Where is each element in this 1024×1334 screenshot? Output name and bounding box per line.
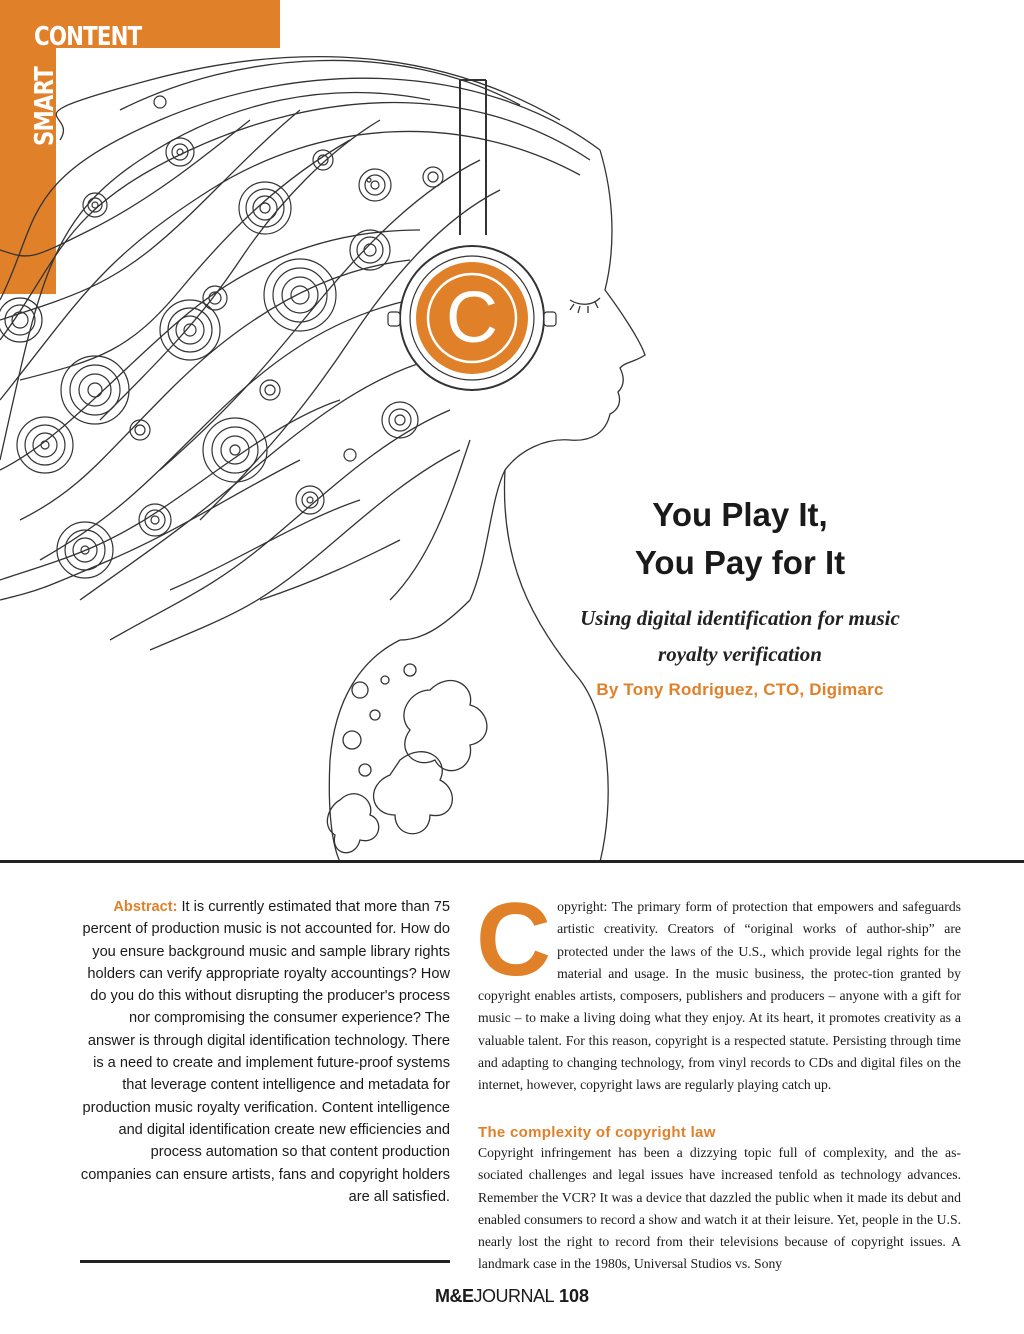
article-subtitle-line2: royalty verification: [658, 642, 822, 666]
publication-name-b: JOURNAL: [473, 1286, 554, 1306]
drop-cap: C: [476, 882, 552, 998]
paragraph-1-text: opyright: The primary form of protection that empowers and safeguards artistic creativity. Creators of “original works of author-ship” are protected under the laws of the U.S., which provide legal rights for the material and usage. In the music business, the protec-tion granted by copyright enables artists, composers, publishers and producers – anyone with a gift for music – to make a living doing what they enjoy. At its heart, it promotes creativity as a valuable talent. For this reason, copyright is a respected statute. Persisting through time and adapting to changing technology, from vinyl records to CDs and digital files on the internet, however, copyright laws are regularly playing catch up.: [478, 899, 961, 1093]
body-paragraph-1: [476, 882, 961, 1097]
article-subtitle-line1: Using digital identification for music: [580, 606, 900, 630]
copyright-badge-letter: C: [446, 278, 498, 358]
body-paragraph-2: Copyright infringement has been a dizzying topic full of complexity, and the as-sociated challenges and legal issues have increased tenfold as technology advances. Remember the VCR? It was a device that dazzled the public when it made its debut and enabled consumers to record a show and watch it at their leisure. Yet, people in the U.S. nearly lost the right to record from their televisions because of copyright issues. A landmark case in the 1980s, Universal Studios vs. Sony: [478, 1145, 961, 1272]
abstract-label: Abstract:: [113, 899, 178, 915]
abstract-text: It is currently estimated that more than 75 percent of production music is not accounted for. How do you ensure background music and sample library rights holders can verify appropriate royalty accountings? How do you do this without disrupting the producer's process nor compromising the consumer experience? The answer is through digital identification technology. There is a need to create and implement future-proof systems that leverage content intelligence and metadata for production music royalty verification. Content intelligence and digital identification create new efficiencies and process automation so that content production companies can ensure artists, fans and copyright holders are all satisfied.: [80, 899, 450, 1205]
page-footer: [0, 1286, 1024, 1307]
section-heading: The complexity of copyright law: [478, 1124, 716, 1141]
abstract: [80, 896, 450, 1208]
section-label-smart: SMART: [30, 67, 60, 146]
abstract-rule: [80, 1260, 450, 1263]
section-divider: [0, 860, 1024, 863]
article-title-line2: You Pay for It: [634, 544, 846, 581]
publication-name-a: M&E: [434, 1286, 474, 1306]
page-number: 108: [558, 1286, 590, 1306]
article-byline: By Tony Rodriguez, CTO, Digimarc: [596, 680, 884, 699]
article-title-line1: You Play It,: [652, 496, 828, 533]
section-label-content: CONTENT: [34, 22, 142, 52]
